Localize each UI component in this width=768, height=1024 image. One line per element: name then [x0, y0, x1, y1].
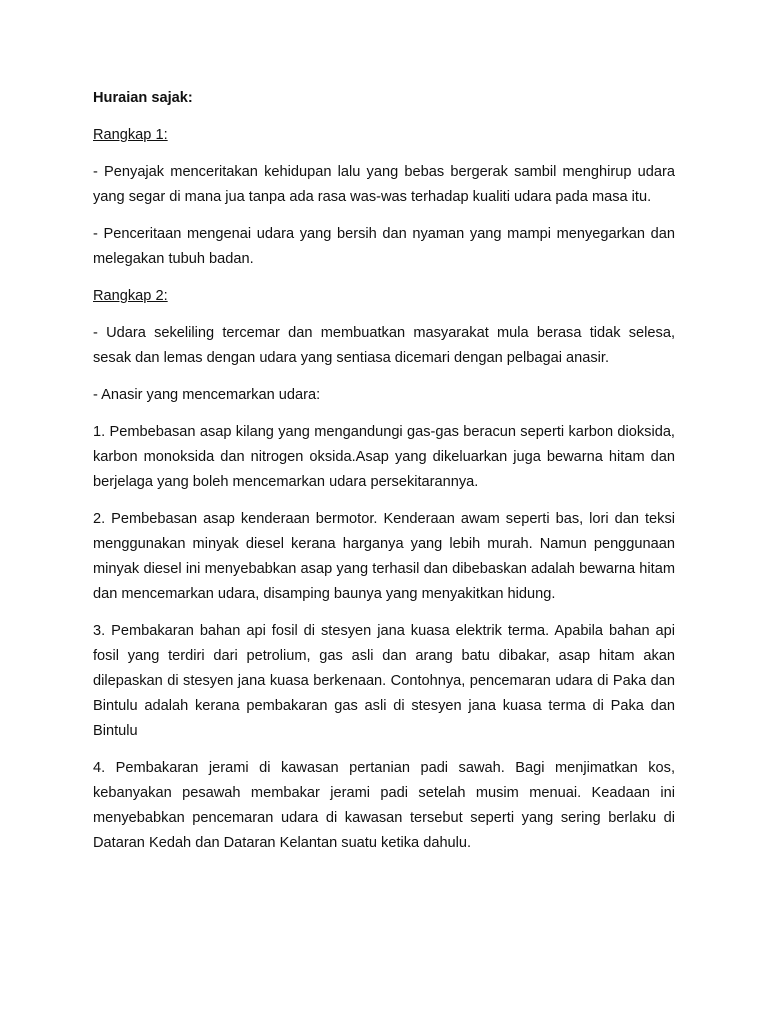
pollutant-item-4: 4. Pembakaran jerami di kawasan pertanian padi sawah. Bagi menjimatkan kos, kebanyakan pesawah membakar jerami padi setelah musim menuai. Keadaan ini menyebabkan pencemaran udara di kawasan tersebut seperti yang sering berlaku di Dataran Kedah dan Dataran Kelantan suatu ketika dahulu.	[93, 760, 675, 851]
rangkap-1-paragraph-2: - Penceritaan mengenai udara yang bersih dan nyaman yang mampi menyegarkan dan melegakan tubuh badan.	[93, 226, 675, 267]
document-page	[93, 86, 675, 868]
rangkap-2-paragraph-1: - Udara sekeliling tercemar dan membuatkan masyarakat mula berasa tidak selesa, sesak dan lemas dengan udara yang sentiasa dicemari dengan pelbagai anasir.	[93, 325, 675, 366]
pollutant-item-3: 3. Pembakaran bahan api fosil di stesyen jana kuasa elektrik terma. Apabila bahan api fosil yang terdiri dari petrolium, gas asli dan arang batu dibakar, asap hitam akan dilepaskan di stesyen jana kuasa berkenaan. Contohnya, pencemaran udara di Paka dan Bintulu adalah kerana pembakaran gas asli di stesyen jana kuasa terma di Paka dan Bintulu	[93, 623, 675, 739]
rangkap-2-paragraph-2: - Anasir yang mencemarkan udara:	[93, 387, 321, 403]
rangkap-2-heading: Rangkap 2:	[93, 288, 168, 304]
document-title: Huraian sajak:	[93, 90, 193, 106]
rangkap-1-paragraph-1: - Penyajak menceritakan kehidupan lalu yang bebas bergerak sambil menghirup udara yang segar di mana jua tanpa ada rasa was-was terhadap kualiti udara pada masa itu.	[93, 164, 675, 205]
rangkap-1-heading: Rangkap 1:	[93, 127, 168, 143]
pollutant-item-1: 1. Pembebasan asap kilang yang mengandungi gas-gas beracun seperti karbon dioksida, karbon monoksida dan nitrogen oksida.Asap yang dikeluarkan juga bewarna hitam dan berjelaga yang boleh mencemarkan udara persekitarannya.	[93, 424, 675, 490]
pollutant-item-2: 2. Pembebasan asap kenderaan bermotor. Kenderaan awam seperti bas, lori dan teksi menggunakan minyak diesel kerana harganya yang lebih murah. Namun penggunaan minyak diesel ini menyebabkan asap yang terhasil dan dibebaskan adalah bewarna hitam dan mencemarkan udara, disamping baunya yang menyakitkan hidung.	[93, 511, 675, 602]
